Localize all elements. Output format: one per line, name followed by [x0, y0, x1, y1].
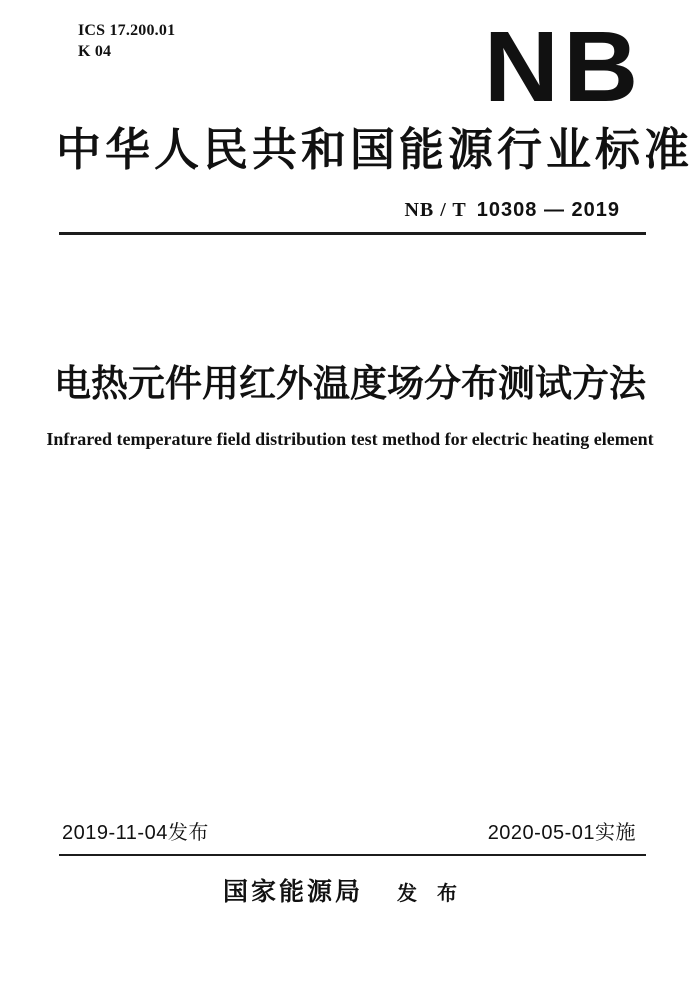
ics-classification-block: [78, 20, 175, 62]
standard-number-prefix: NB / T: [404, 199, 467, 221]
standard-number: [404, 198, 620, 222]
ics-class-code: K 04: [78, 43, 112, 60]
document-title-english: Infrared temperature field distribution test method for electric heating element: [46, 429, 654, 449]
standard-category-title: 中华人民共和国能源行业标准: [56, 125, 694, 175]
publisher-row: [0, 876, 700, 910]
dates-row: [62, 820, 636, 846]
standard-number-code-year: 10308 — 2019: [476, 199, 620, 221]
document-title-chinese: 电热元件用红外温度场分布测试方法: [54, 363, 646, 404]
implement-date-label: 2020-05-01实施: [487, 822, 636, 844]
publish-action-label: 发布: [397, 883, 477, 905]
bottom-divider-rule: [59, 854, 646, 856]
ics-code: ICS 17.200.01: [78, 22, 176, 39]
publisher-name: 国家能源局: [222, 879, 363, 906]
issue-date-label: 2019-11-04发布: [62, 822, 209, 844]
top-divider-rule: [59, 232, 646, 235]
nb-logo: NB: [483, 11, 642, 123]
